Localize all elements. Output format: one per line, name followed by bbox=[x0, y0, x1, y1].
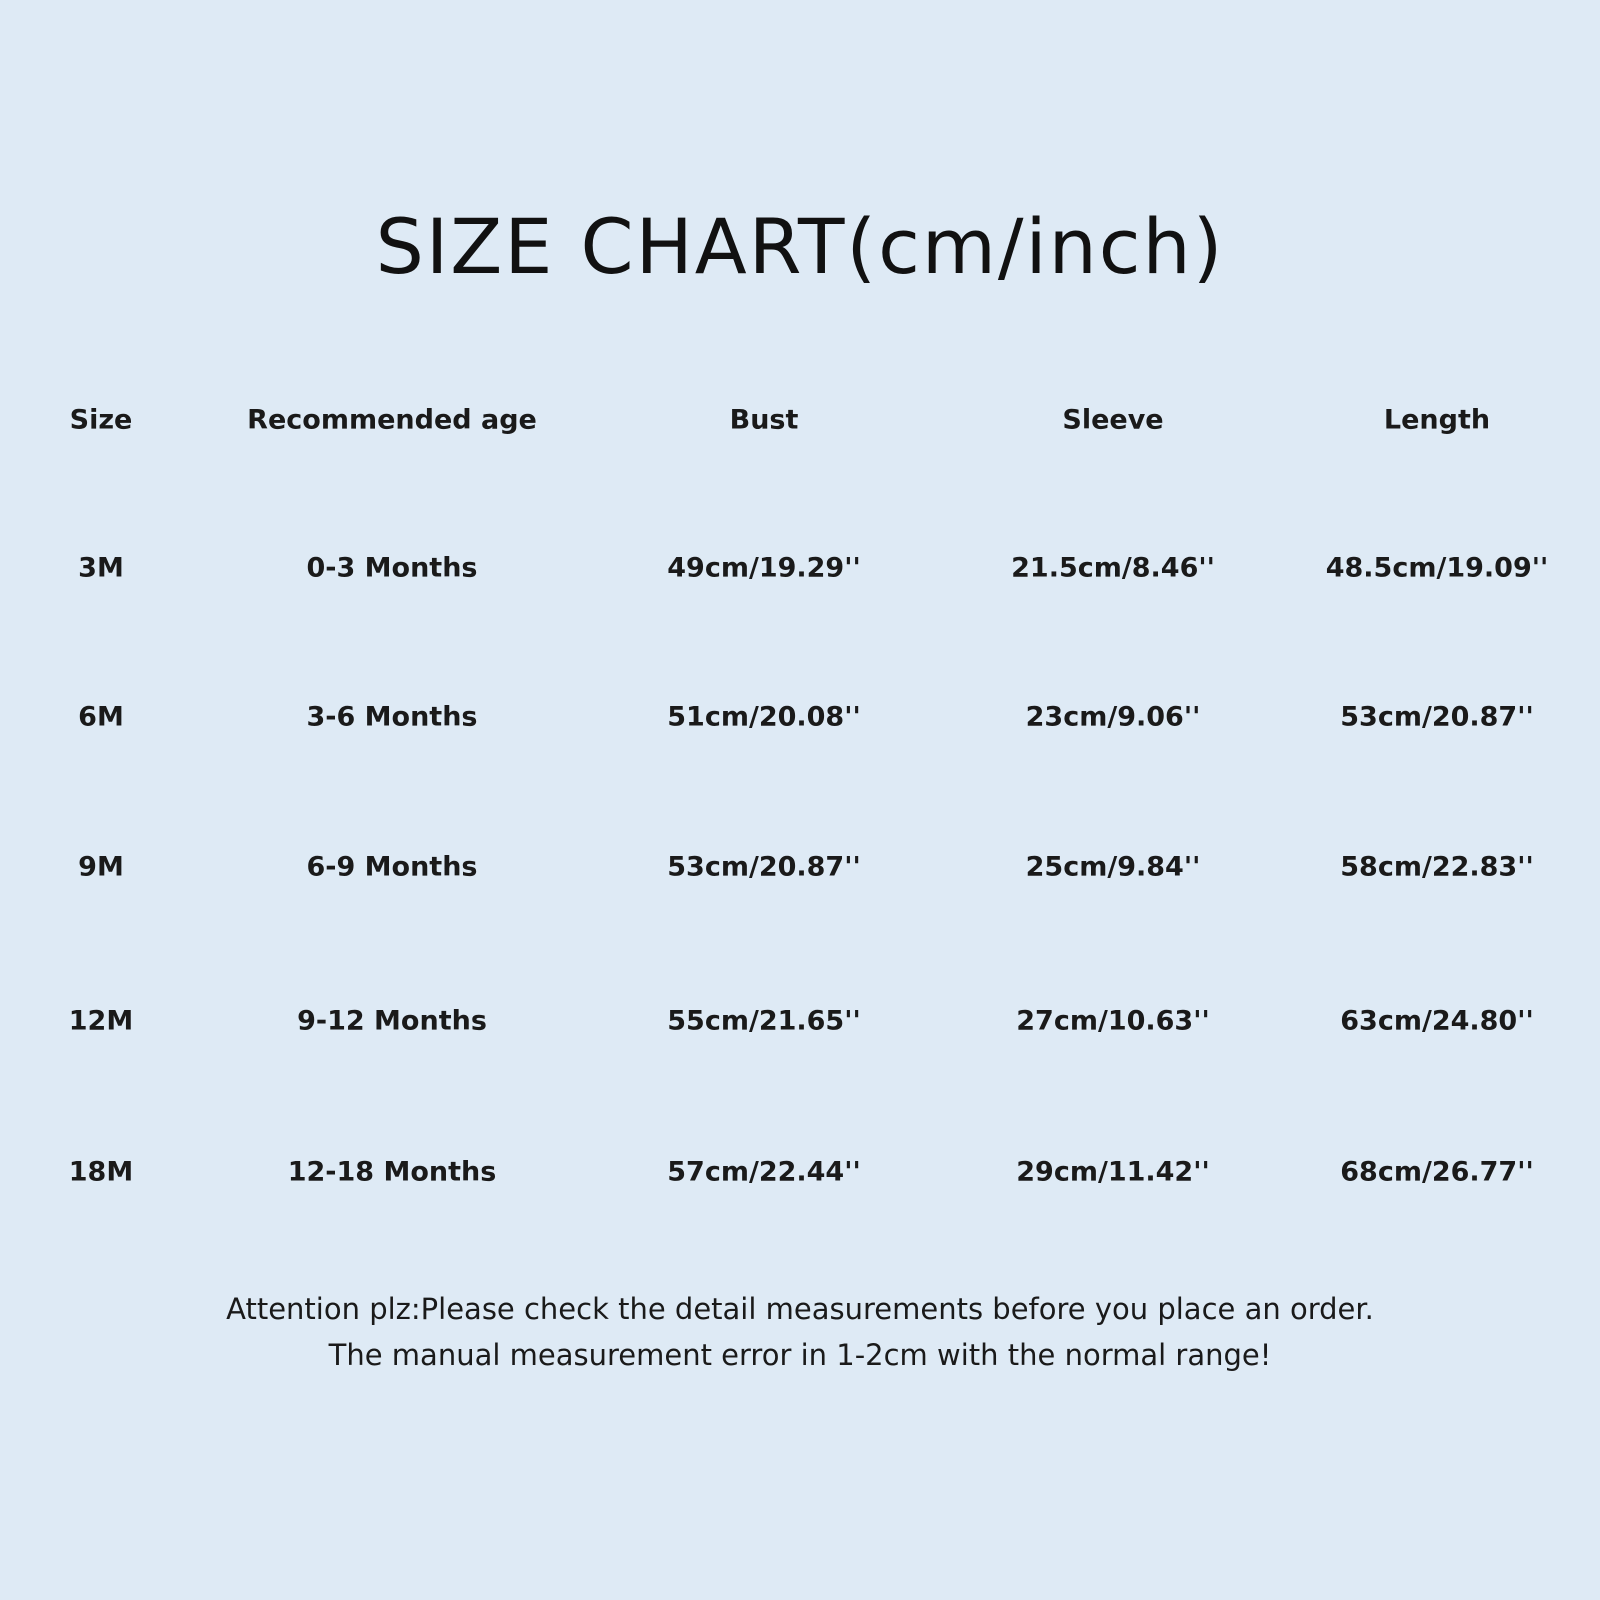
cell-bust: 53cm/20.87'' bbox=[667, 851, 861, 883]
cell-size: 6M bbox=[78, 701, 124, 733]
cell-length: 48.5cm/19.09'' bbox=[1325, 552, 1549, 584]
cell-bust: 57cm/22.44'' bbox=[667, 1156, 861, 1188]
cell-sleeve: 23cm/9.06'' bbox=[1025, 701, 1201, 733]
cell-age: 0-3 Months bbox=[306, 552, 478, 584]
cell-bust: 55cm/21.65'' bbox=[667, 1005, 861, 1037]
attention-note-line-2: The manual measurement error in 1-2cm with the normal range! bbox=[328, 1338, 1272, 1372]
cell-length: 58cm/22.83'' bbox=[1340, 851, 1534, 883]
cell-sleeve: 25cm/9.84'' bbox=[1025, 851, 1201, 883]
cell-bust: 49cm/19.29'' bbox=[667, 552, 861, 584]
cell-age: 12-18 Months bbox=[287, 1156, 497, 1188]
cell-sleeve: 29cm/11.42'' bbox=[1016, 1156, 1210, 1188]
header-recommended-age: Recommended age bbox=[247, 404, 537, 436]
header-length: Length bbox=[1383, 404, 1491, 436]
cell-age: 9-12 Months bbox=[297, 1005, 487, 1037]
cell-length: 53cm/20.87'' bbox=[1340, 701, 1534, 733]
cell-size: 9M bbox=[78, 851, 124, 883]
attention-note-line-1: Attention plz:Please check the detail measurements before you place an order. bbox=[226, 1292, 1374, 1326]
cell-bust: 51cm/20.08'' bbox=[667, 701, 861, 733]
cell-age: 3-6 Months bbox=[306, 701, 478, 733]
cell-size: 12M bbox=[68, 1005, 134, 1037]
cell-age: 6-9 Months bbox=[306, 851, 478, 883]
page-title: SIZE CHART(cm/inch) bbox=[375, 202, 1225, 291]
header-sleeve: Sleeve bbox=[1062, 404, 1164, 436]
cell-sleeve: 21.5cm/8.46'' bbox=[1011, 552, 1215, 584]
cell-size: 3M bbox=[78, 552, 124, 584]
cell-length: 63cm/24.80'' bbox=[1340, 1005, 1534, 1037]
cell-length: 68cm/26.77'' bbox=[1340, 1156, 1534, 1188]
header-size: Size bbox=[69, 404, 133, 436]
cell-sleeve: 27cm/10.63'' bbox=[1016, 1005, 1210, 1037]
cell-size: 18M bbox=[68, 1156, 134, 1188]
header-bust: Bust bbox=[729, 404, 799, 436]
